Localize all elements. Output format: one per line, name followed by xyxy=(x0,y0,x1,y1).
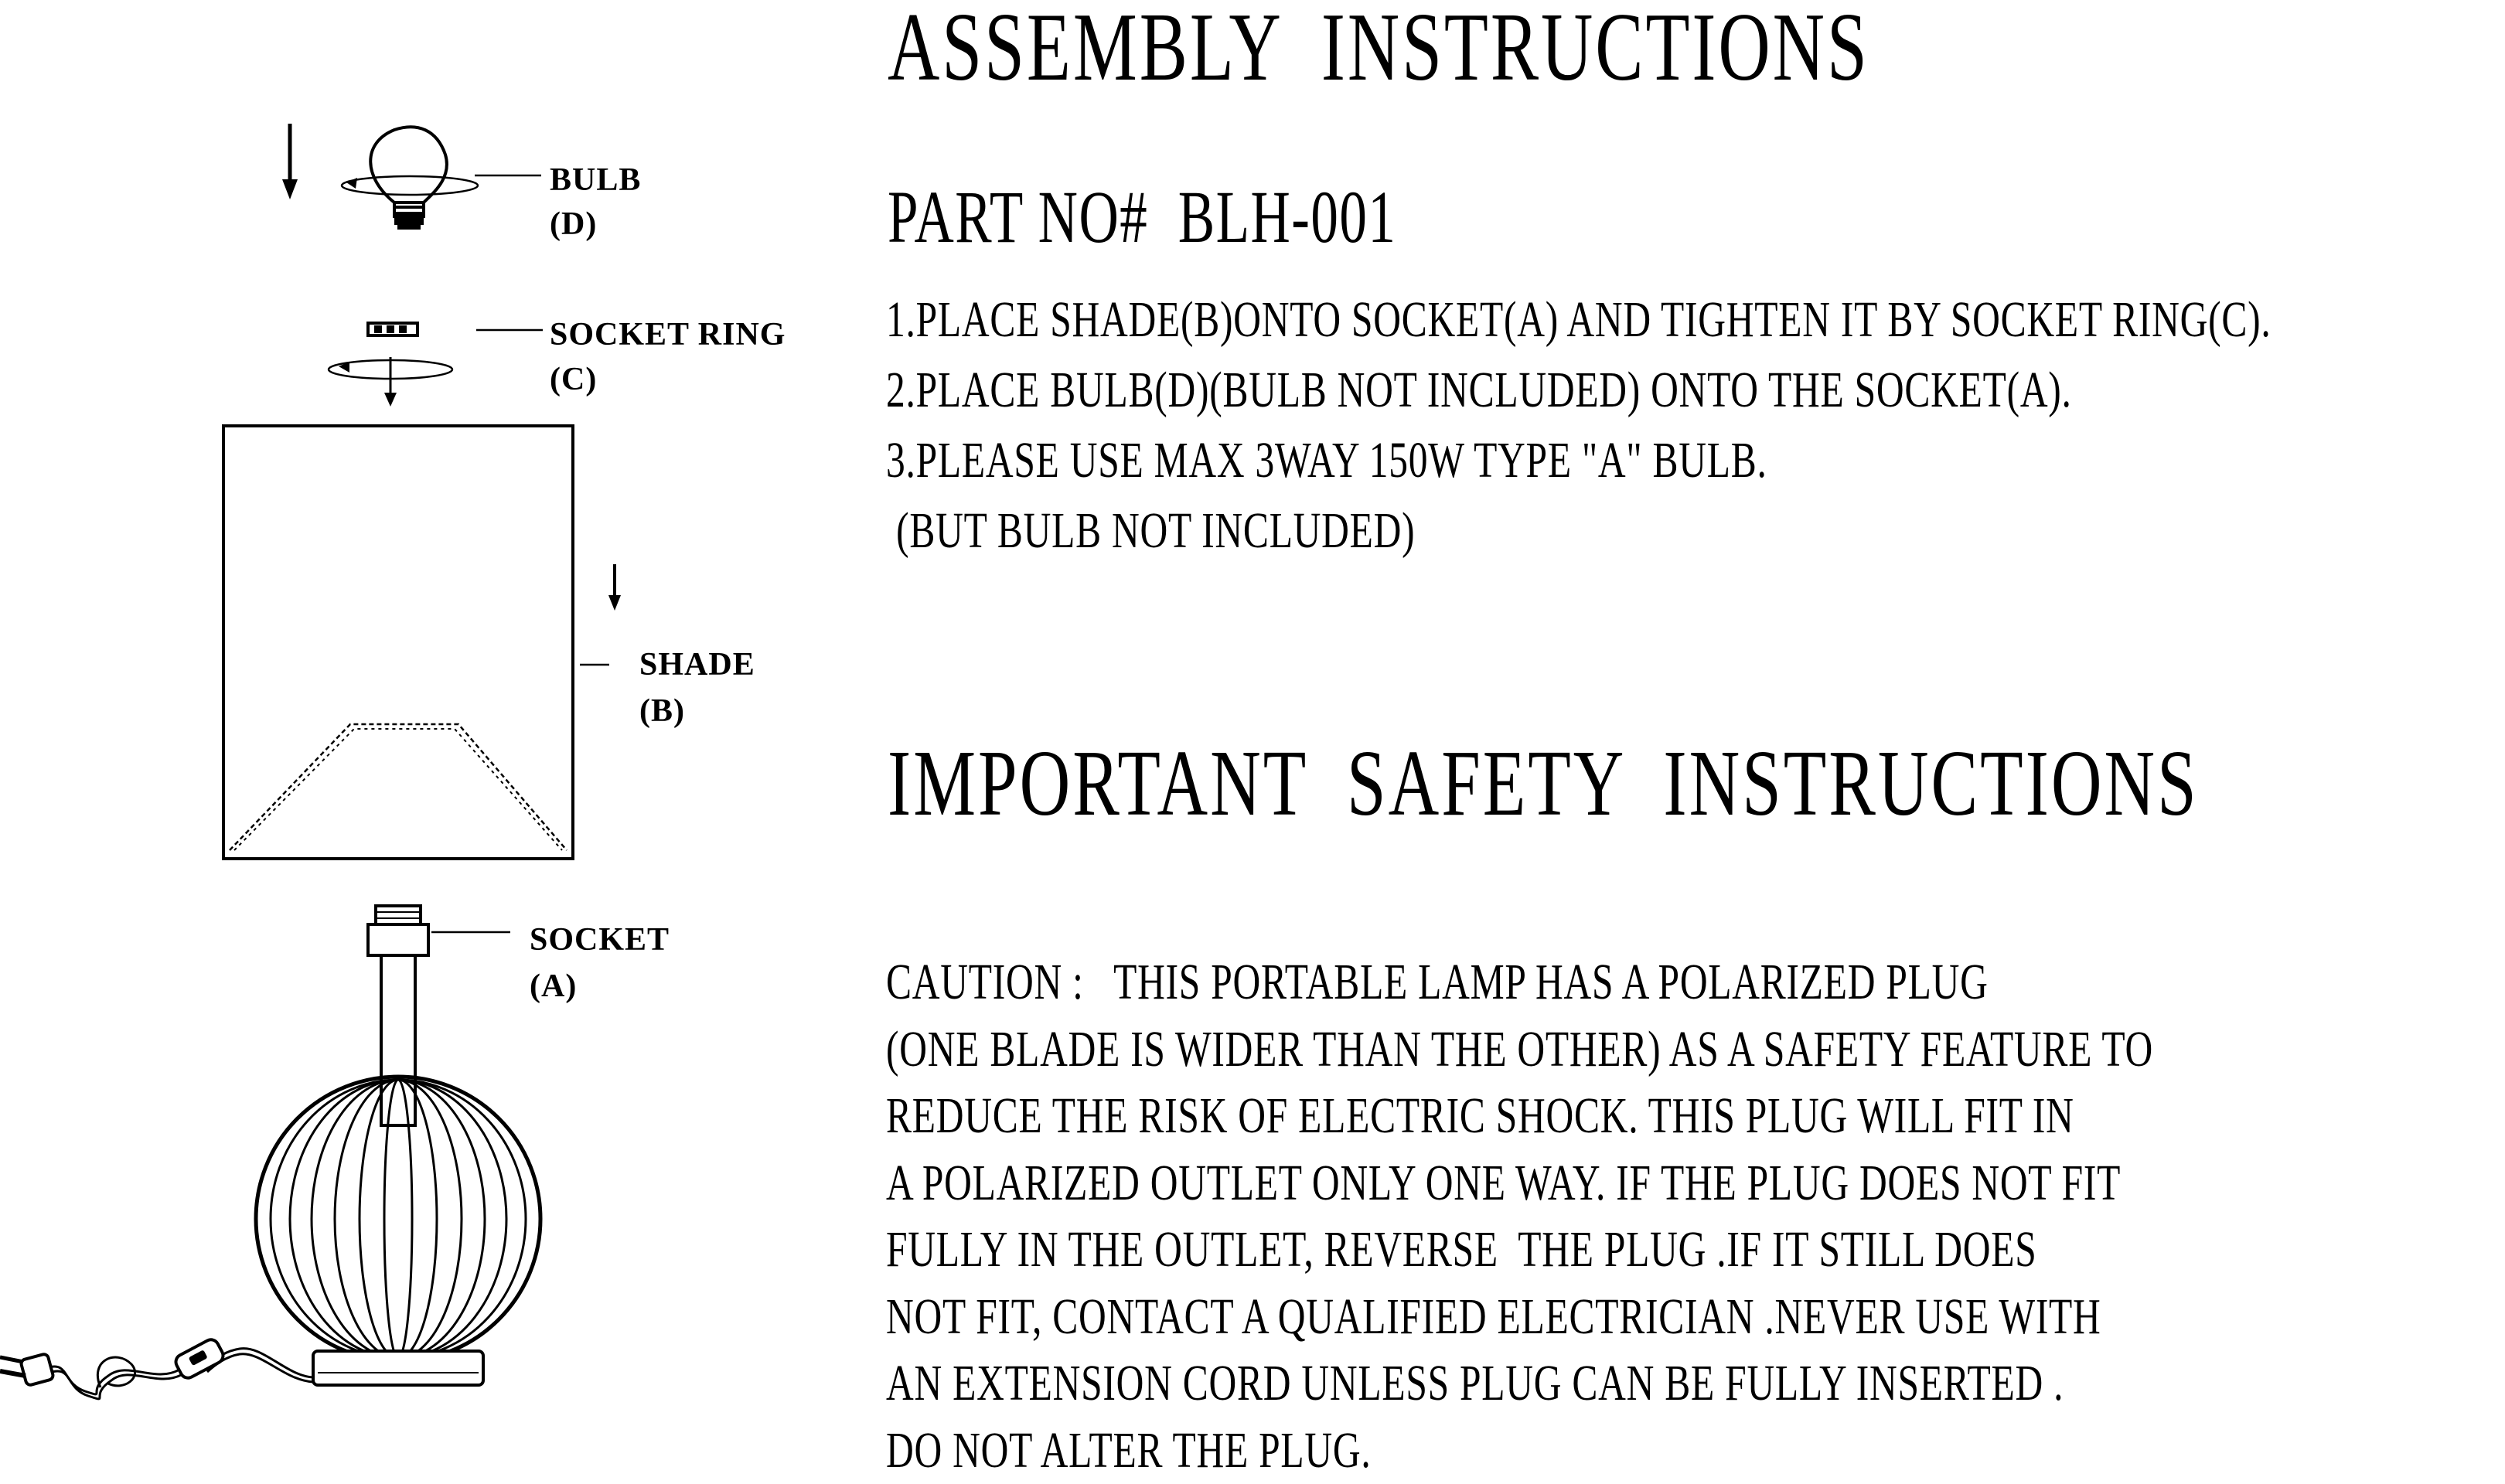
caution-line: NOT FIT, CONTACT A QUALIFIED ELECTRICIAN .NEVER USE WITH xyxy=(886,1284,2153,1351)
caution-line: A POLARIZED OUTLET ONLY ONE WAY. IF THE PLUG DOES NOT FIT xyxy=(886,1150,2153,1217)
bulb-label: BULB xyxy=(550,157,641,203)
caution-paragraph xyxy=(886,949,2505,1484)
socket-label: SOCKET xyxy=(530,917,670,963)
caution-line: REDUCE THE RISK OF ELECTRIC SHOCK. THIS PLUG WILL FIT IN xyxy=(886,1083,2153,1150)
assembly-step: 1.PLACE SHADE(B)ONTO SOCKET(A) AND TIGHTEN IT BY SOCKET RING(C). xyxy=(886,284,2271,355)
caution-line: FULLY IN THE OUTLET, REVERSE THE PLUG .IF IT STILL DOES xyxy=(886,1217,2153,1284)
lamp-assembly-diagram xyxy=(0,0,850,1471)
socket-ring-id-label: (C) xyxy=(550,356,597,403)
shade-icon xyxy=(223,426,621,859)
lamp-exploded-view xyxy=(0,0,850,1471)
assembly-instructions-title: ASSEMBLY INSTRUCTIONS xyxy=(888,2,1869,94)
caution-line: AN EXTENSION CORD UNLESS PLUG CAN BE FULLY INSERTED . xyxy=(886,1350,2153,1418)
caution-line: CAUTION : THIS PORTABLE LAMP HAS A POLARIZED PLUG xyxy=(886,949,2153,1016)
socket-ring-icon xyxy=(329,323,543,407)
caution-line: DO NOT ALTER THE PLUG. xyxy=(886,1418,2153,1484)
caution-line: (ONE BLADE IS WIDER THAN THE OTHER) AS A SAFETY FEATURE TO xyxy=(886,1016,2153,1084)
assembly-step: 2.PLACE BULB(D)(BULB NOT INCLUDED) ONTO THE SOCKET(A). xyxy=(886,355,2271,425)
assembly-step: 3.PLEASE USE MAX 3WAY 150W TYPE "A" BULB. xyxy=(886,425,2271,495)
socket-id-label: (A) xyxy=(530,963,577,1009)
safety-instructions-title: IMPORTANT SAFETY INSTRUCTIONS xyxy=(888,737,2199,830)
socket-icon xyxy=(368,906,510,1125)
shade-id-label: (B) xyxy=(639,688,685,734)
part-number: PART NO# BLH-001 xyxy=(888,175,1396,260)
socket-ring-label: SOCKET RING xyxy=(550,311,786,358)
shade-label: SHADE xyxy=(639,642,755,688)
power-cord-icon xyxy=(0,1337,313,1399)
polarized-plug-icon xyxy=(0,1353,54,1386)
assembly-steps xyxy=(886,284,2505,566)
assembly-step: (BUT BULB NOT INCLUDED) xyxy=(886,495,2271,566)
bulb-icon xyxy=(282,124,541,228)
bulb-id-label: (D) xyxy=(550,201,597,247)
